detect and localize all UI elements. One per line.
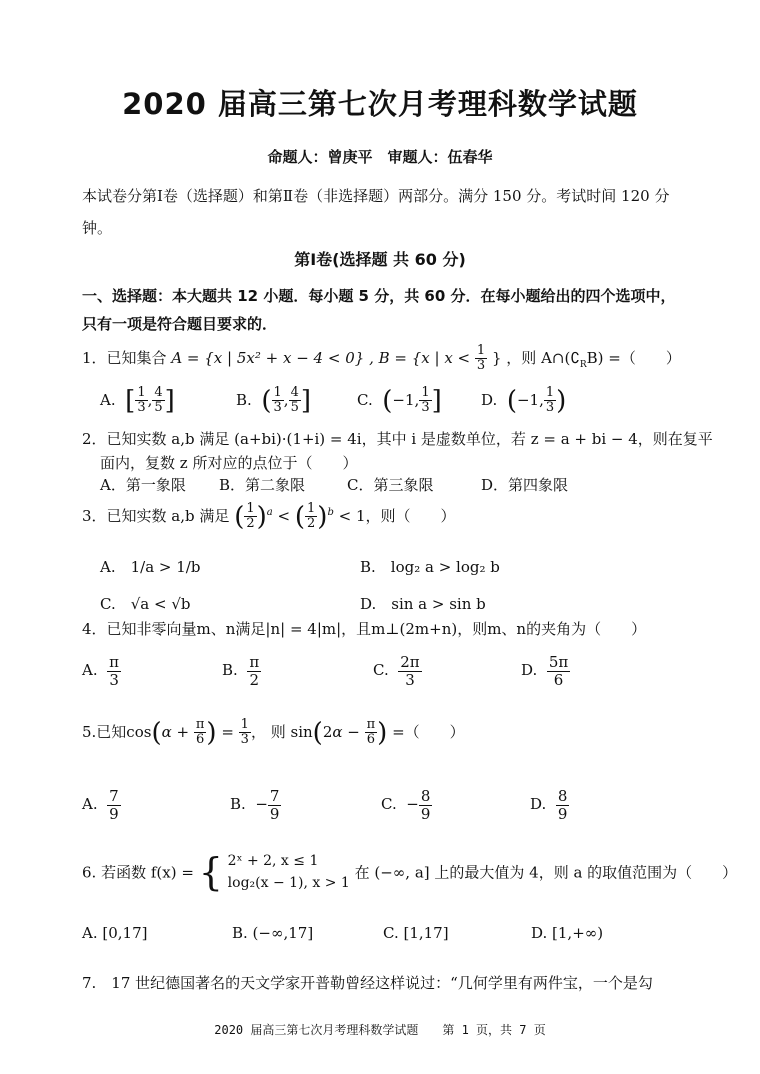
- q6-option-b: B. (−∞,17]: [232, 924, 314, 942]
- q3-option-b: B. log₂ a > log₂ b: [360, 558, 500, 576]
- q2-option-a: A．第一象限: [100, 476, 186, 494]
- q3-option-c: C. √a < √b: [100, 595, 191, 613]
- q4-option-d: D. $\frac{5\pi}{6}$: [521, 653, 569, 689]
- q1-stem-prefix: 1．已知集合: [82, 348, 167, 367]
- q1-fraction: $\frac{1}{3}$: [476, 343, 486, 374]
- q6-option-d: D. [1,+∞): [531, 924, 604, 942]
- q5-option-b: B. − $\frac{7}{9}$: [230, 787, 280, 823]
- q2-line-2: 面内，复数 z 所对应的点位于（ ）: [100, 454, 358, 472]
- q1-stem-mid: ，则 A∩(∁: [506, 348, 580, 367]
- q1-option-b: B. ( $\frac{1}{3}$ , $\frac{4}{5}$ ]: [236, 385, 311, 416]
- q4-option-b: B. $\frac{\pi}{2}$: [222, 653, 260, 689]
- authors-line: 命题人：曾庚平 审题人：伍春华: [267, 148, 493, 166]
- q2-line-1: 2．已知实数 a,b 满足 (a+bi)·(1+i) = 4i，其中 i 是虚数单位，若 z = a + bi − 4，则在复平: [82, 430, 713, 448]
- question-1-stem: 1．已知集合 A = {x | 5x² + x − 4 < 0} , B = {x | x < $\frac{1}{3}$ } ，则 $A\cap(∁_RB)$ =（ ）: [82, 343, 681, 374]
- q1-option-c: C. (−1, $\frac{1}{3}$ ]: [357, 385, 442, 416]
- q5-option-d: D. $\frac{8}{9}$: [530, 787, 568, 823]
- q3-option-a: A. 1/a > 1/b: [100, 558, 201, 576]
- q4-option-a: A. $\frac{\pi}{3}$: [82, 653, 120, 689]
- page-footer: 2020 届高三第七次月考理科数学试题 第 1 页，共 7 页: [214, 1023, 546, 1037]
- q1-stem-end: B) =（ ）: [586, 348, 681, 367]
- q5-option-c: C. − $\frac{8}{9}$: [381, 787, 431, 823]
- q6-stem: 6. 若函数 f(x) = { 2ˣ + 2, x ≤ 1 log₂(x − 1), x > 1 在 (−∞, a] 上的最大值为 4，则 a 的取值范围为（ ）: [82, 850, 738, 894]
- intro-text: 本试卷分第Ⅰ卷（选择题）和第Ⅱ卷（非选择题）两部分。满分 150 分。考试时间 120 分钟。: [82, 187, 670, 237]
- q6-option-c: C. [1,17]: [383, 924, 449, 942]
- q5-option-a: A. $\frac{7}{9}$: [82, 787, 119, 823]
- q4-option-c: C. $\frac{2\pi}{3}$: [373, 653, 420, 689]
- q1-set-b-prefix: , B = {x | x <: [369, 348, 471, 367]
- q1-option-d: D. (−1, $\frac{1}{3}$ ): [481, 385, 567, 416]
- q6-option-a: A. [0,17]: [82, 924, 148, 942]
- section-heading: 第Ⅰ卷(选择题 共 60 分): [294, 250, 466, 269]
- q3-stem: 3．已知实数 a,b 满足 ( $\frac{1}{2}$ )$^a$ < ( $\frac{1}{2}$ )$^b$ < 1，则（ ）: [82, 501, 456, 532]
- q5-stem: 5.已知cos(α + $\frac{\pi}{6}$ ) = $\frac{1}{3}$ ， 则 sin(2α − $\frac{\pi}{6}$ ) =（ ）: [82, 717, 465, 748]
- q2-option-b: B．第二象限: [219, 476, 306, 494]
- instructions: 一、选择题：本大题共 12 小题．每小题 5 分，共 60 分．在每小题给出的四个选项中，只有一项是符合题目要求的．: [82, 287, 676, 333]
- q2-option-d: D．第四象限: [481, 476, 569, 494]
- q1-set-a: A = {x | 5x² + x − 4 < 0}: [171, 348, 365, 367]
- page-title: 2020 届高三第七次月考理科数学试题: [122, 87, 638, 121]
- q7-text: 7. 17 世纪德国著名的天文学家开普勒曾经这样说过：“几何学里有两件宝，一个是勾: [82, 974, 653, 992]
- q3-option-d: D. sin a > sin b: [360, 595, 486, 613]
- q1-set-b-suffix: }: [491, 348, 502, 367]
- q4-stem: 4．已知非零向量m、n满足|n| = 4|m|，且m⊥(2m+n)，则m、n的夹角为（ ）: [82, 620, 647, 638]
- q1-option-a: A. [ $\frac{1}{3}$ , $\frac{4}{5}$ ]: [100, 385, 175, 416]
- q2-option-c: C．第三象限: [347, 476, 434, 494]
